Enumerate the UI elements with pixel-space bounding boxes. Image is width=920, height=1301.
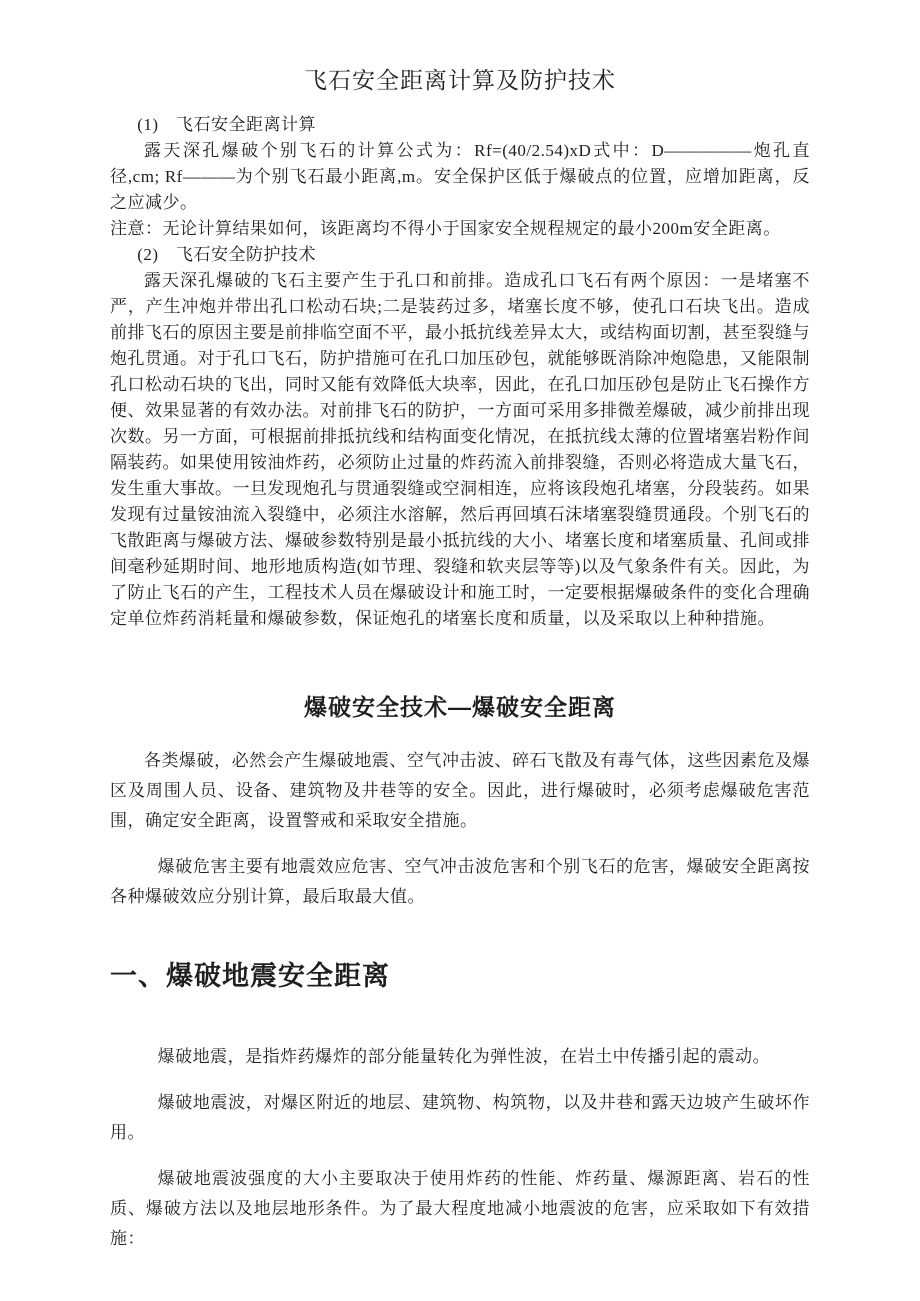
doc-title: 飞石安全距离计算及防护技术 <box>304 68 616 93</box>
seismic-wave-paragraph: 爆破地震波，对爆区附近的地层、建筑物、构筑物，以及井巷和露天边坡产生破坏作用。 <box>110 1093 810 1142</box>
flyrock-note-paragraph: 注意：无论计算结果如何，该距离均不得小于国家安全规程规定的最小200m安全距离。 <box>110 219 781 238</box>
blast-types-paragraph: 各类爆破，必然会产生爆破地震、空气冲击波、碎石飞散及有毒气体，这些因素危及爆区及周围人员、设备、建筑物及井巷等的安全。因此，进行爆破时，必须考虑爆破危害范围，确定安全距离，设置警戒和采取安全措施。 <box>110 751 810 830</box>
section-blast-safety <box>110 692 810 912</box>
seismic-distance-heading: 一、爆破地震安全距离 <box>110 961 390 991</box>
blast-hazards-paragraph: 爆破危害主要有地震效应危害、空气冲击波危害和个别飞石的危害，爆破安全距离按各种爆破效应分别计算，最后取最大值。 <box>110 857 810 906</box>
list-item-flyrock-protection: (2) 飞石安全防护技术 <box>137 245 317 264</box>
flyrock-formula-paragraph: 露天深孔爆破个别飞石的计算公式为：Rf=(40/2.54)xD式中：D—————炮孔直径,cm; Rf———为个别飞石最小距离,m。安全保护区低于爆破点的位置，应增加距离，反之应减少。 <box>110 141 810 212</box>
section-flyrock <box>110 112 810 632</box>
blast-safety-heading: 爆破安全技术—爆破安全距离 <box>304 694 616 720</box>
seismic-factors-paragraph: 爆破地震波强度的大小主要取决于使用炸药的性能、炸药量、爆源距离、岩石的性质、爆破方法以及地层地形条件。为了最大程度地减小地震波的危害，应采取如下有效措施： <box>110 1169 810 1248</box>
seismic-definition-paragraph: 爆破地震，是指炸药爆炸的部分能量转化为弹性波，在岩土中传播引起的震动。 <box>157 1047 771 1066</box>
flyrock-protection-paragraph: 露天深孔爆破的飞石主要产生于孔口和前排。造成孔口飞石有两个原因：一是堵塞不严，产生冲炮并带出孔口松动石块;二是装药过多，堵塞长度不够，使孔口石块飞出。造成前排飞石的原因主要是前排临空面不平，最小抵抗线差异太大，或结构面切割，甚至裂缝与炮孔贯通。对于孔口飞石，防护措施可在孔口加压砂包，就能够既消除冲炮隐患，又能限制孔口松动石块的飞出，同时又能有效降低大块率，因此，在孔口加压砂包是防止飞石操作方便、效果显著的有效办法。对前排飞石的防护，一方面可采用多排微差爆破，减少前排出现次数。另一方面，可根据前排抵抗线和结构面变化情况，在抵抗线太薄的位置堵塞岩粉作间隔装药。如果使用铵油炸药，必须防止过量的炸药流入前排裂缝，否则必将造成大量飞石，发生重大事故。一旦发现炮孔与贯通裂缝或空洞相连，应将该段炮孔堵塞，分段装药。如果发现有过量铵油流入裂缝中，必须注水溶解，然后再回填石沫堵塞裂缝贯通段。个别飞石的飞散距离与爆破方法、爆破参数特别是最小抵抗线的大小、堵塞长度和堵塞质量、孔间或排间毫秒延期时间、地形地质构造(如节理、裂缝和软夹层等等)以及气象条件有关。因此，为了防止飞石的产生，工程技术人员在爆破设计和施工时，一定要根据爆破条件的变化合理确定单位炸药消耗量和爆破参数，保证炮孔的堵塞长度和质量，以及采取以上种种措施。 <box>110 271 810 628</box>
section-seismic-distance <box>110 958 810 1254</box>
list-item-flyrock-distance: (1) 飞石安全距离计算 <box>137 115 317 134</box>
